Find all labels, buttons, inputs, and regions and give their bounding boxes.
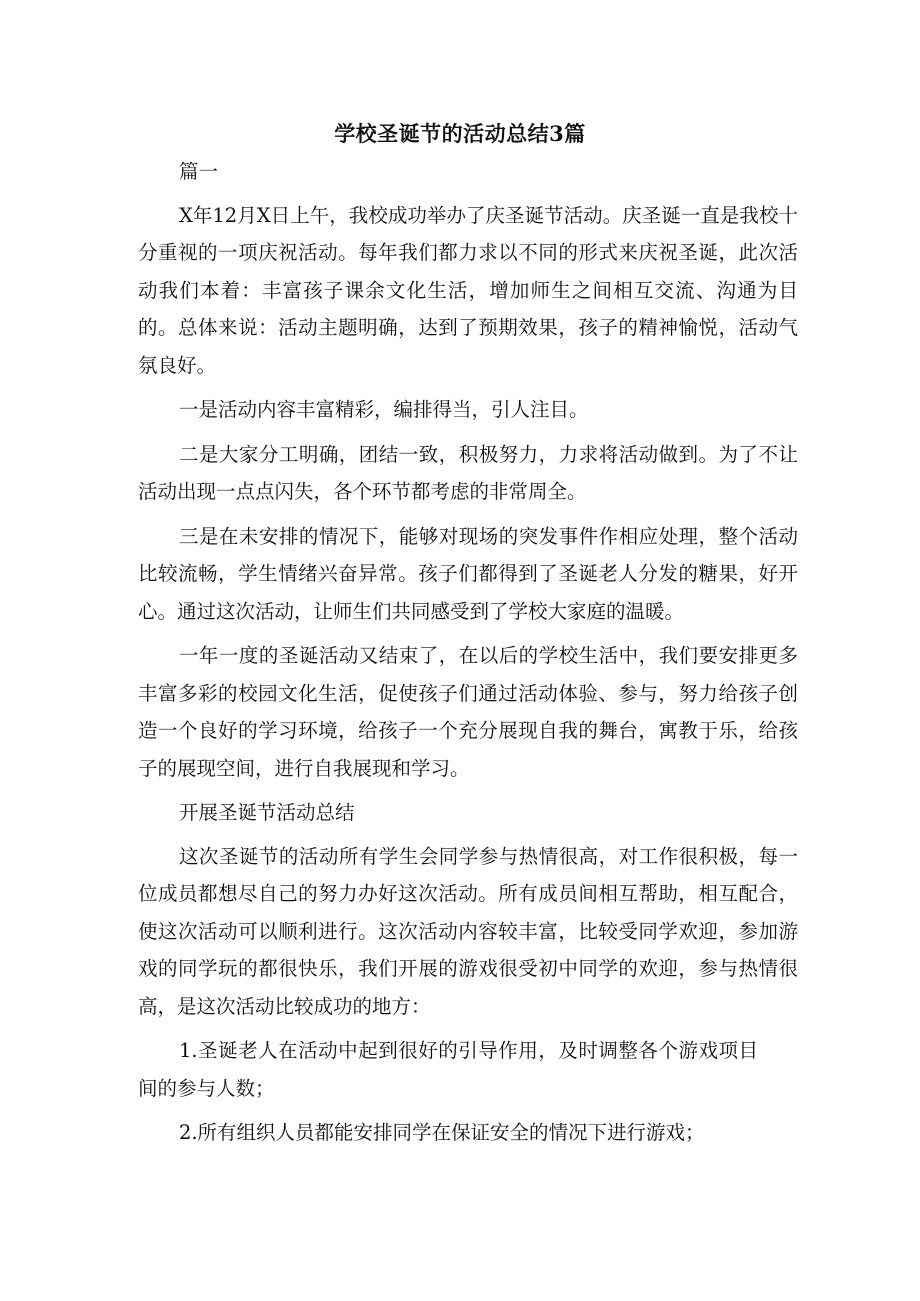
document-title: 学校圣诞节的活动总结3篇: [334, 121, 586, 146]
section-heading-2: 开展圣诞节活动总结: [178, 801, 355, 824]
section-heading-1: 篇一: [178, 160, 218, 183]
paragraph: 一是活动内容丰富精彩，编排得当，引人注目。: [178, 398, 589, 421]
paragraph: 一年一度的圣诞活动又结束了，在以后的学校生活中，我们要安排更多丰富多彩的校园文化生活，促使孩子们通过活动体验、参与，努力给孩子创造一个良好的学习环境，给孩子一个充分展现自我的舞台，寓教于乐，给孩子的展现空间，进行自我展现和学习。: [138, 644, 798, 780]
document-body: [138, 153, 798, 1159]
list-item: 1.圣诞老人在活动中起到很好的引导作用，及时调整各个游戏项目间的参与人数；: [138, 1039, 758, 1100]
paragraph: 三是在未安排的情况下，能够对现场的突发事件作相应处理，整个活动比较流畅，学生情绪兴奋异常。孩子们都得到了圣诞老人分发的糖果，好开心。通过这次活动，让师生们共同感受到了学校大家庭的温暖。: [138, 524, 798, 623]
paragraph: 这次圣诞节的活动所有学生会同学参与热情很高，对工作很积极，每一位成员都想尽自己的努力办好这次活动。所有成员间相互帮助，相互配合，使这次活动可以顺利进行。这次活动内容较丰富，比较受同学欢迎，参加游戏的同学玩的都很快乐，我们开展的游戏很受初中同学的欢迎，参与热情很高，是这次活动比较成功的地方：: [138, 844, 798, 1018]
paragraph: 二是大家分工明确，团结一致，积极努力，力求将活动做到。为了不让活动出现一点点闪失，各个环节都考虑的非常周全。: [138, 442, 798, 503]
paragraph: X年12月X日上午，我校成功举办了庆圣诞节活动。庆圣诞一直是我校十分重视的一项庆祝活动。每年我们都力求以不同的形式来庆祝圣诞，此次活动我们本着：丰富孩子课余文化生活，增加师生之间相互交流、沟通为目的。总体来说：活动主题明确，达到了预期效果，孩子的精神愉悦，活动气氛良好。: [138, 203, 798, 377]
list-item: 2.所有组织人员都能安排同学在保证安全的情况下进行游戏；: [178, 1121, 705, 1144]
